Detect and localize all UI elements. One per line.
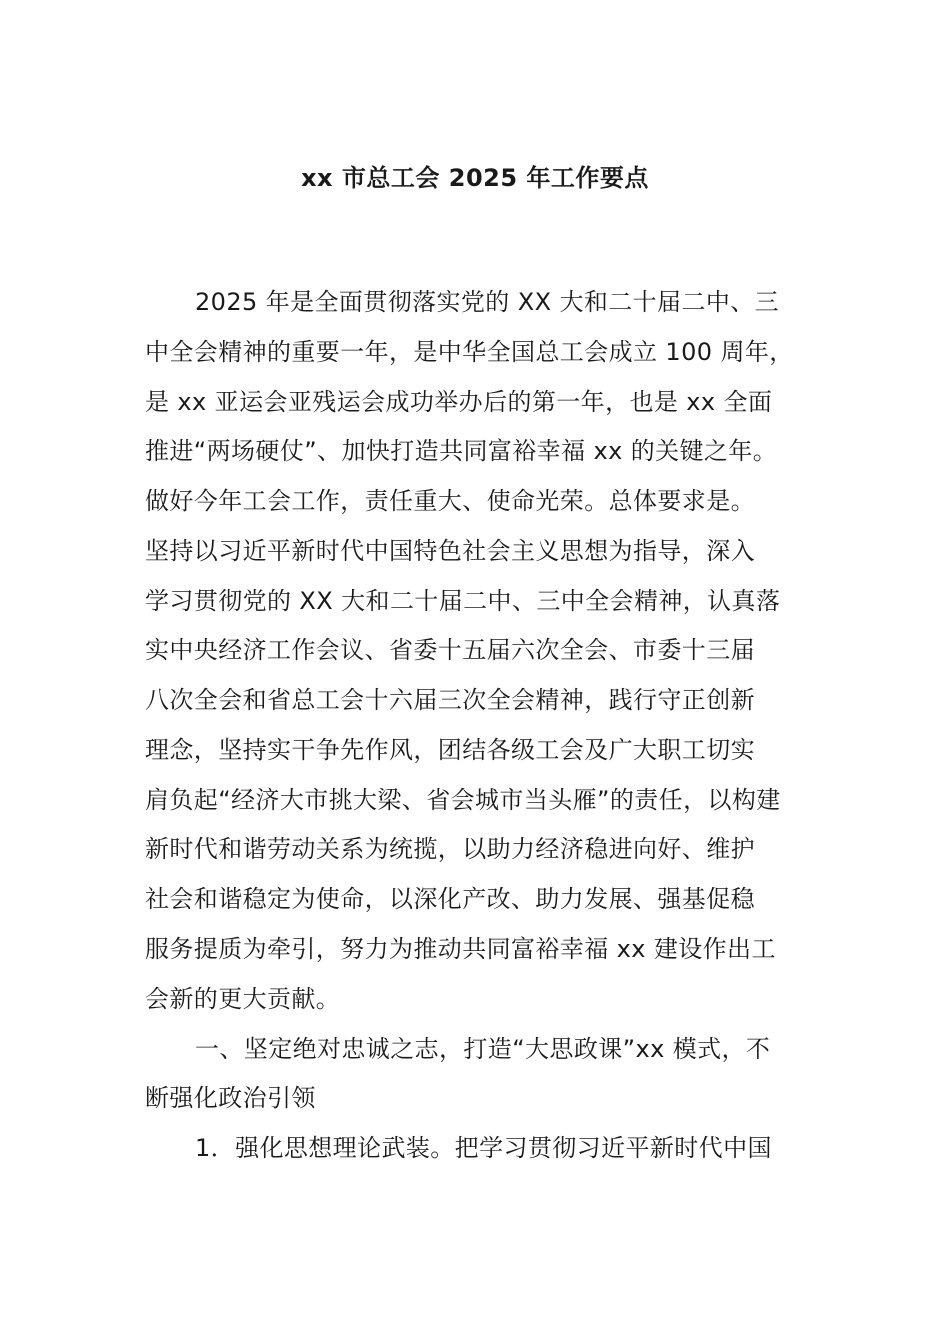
section-heading-line: 一、坚定绝对忠诚之志，打造“大思政课”xx 模式，不: [195, 1035, 771, 1063]
paragraph-line: 服务提质为牵引，努力为推动共同富裕幸福 xx 建设作出工: [145, 935, 776, 963]
paragraph-line: 做好今年工会工作，责任重大、使命光荣。总体要求是。: [145, 487, 755, 515]
paragraph-line: 2025 年是全面贯彻落实党的 XX 大和二十届二中、三: [195, 288, 780, 316]
paragraph-line: 学习贯彻党的 XX 大和二十届二中、三中全会精神，认真落: [145, 587, 781, 615]
paragraph-line: 社会和谐稳定为使命，以深化产改、助力发展、强基促稳: [145, 885, 755, 913]
paragraph-line: 八次全会和省总工会十六届三次全会精神，践行守正创新: [145, 686, 755, 714]
section-heading-line: 断强化政治引领: [145, 1084, 316, 1112]
paragraph-line: 推进“两场硬仗”、加快打造共同富裕幸福 xx 的关键之年。: [145, 437, 778, 465]
paragraph-line: 是 xx 亚运会亚残运会成功举办后的第一年，也是 xx 全面: [145, 388, 773, 416]
paragraph-line: 会新的更大贡献。: [145, 985, 341, 1013]
paragraph-line: 理念，坚持实干争先作风，团结各级工会及广大职工切实: [145, 736, 755, 764]
paragraph-line: 坚持以习近平新时代中国特色社会主义思想为指导，深入: [145, 537, 755, 565]
paragraph-line: 实中央经济工作会议、省委十五届六次全会、市委十三届: [145, 636, 755, 664]
list-item-line: 1．强化思想理论武装。把学习贯彻习近平新时代中国: [195, 1134, 772, 1162]
paragraph-line: 中全会精神的重要一年，是中华全国总工会成立 100 周年，: [145, 338, 794, 366]
paragraph-line: 新时代和谐劳动关系为统揽，以助力经济稳进向好、维护: [145, 835, 755, 863]
paragraph-line: 肩负起“经济大市挑大梁、省会城市当头雁”的责任，以构建: [145, 786, 781, 814]
document-title: xx 市总工会 2025 年工作要点: [301, 164, 649, 192]
